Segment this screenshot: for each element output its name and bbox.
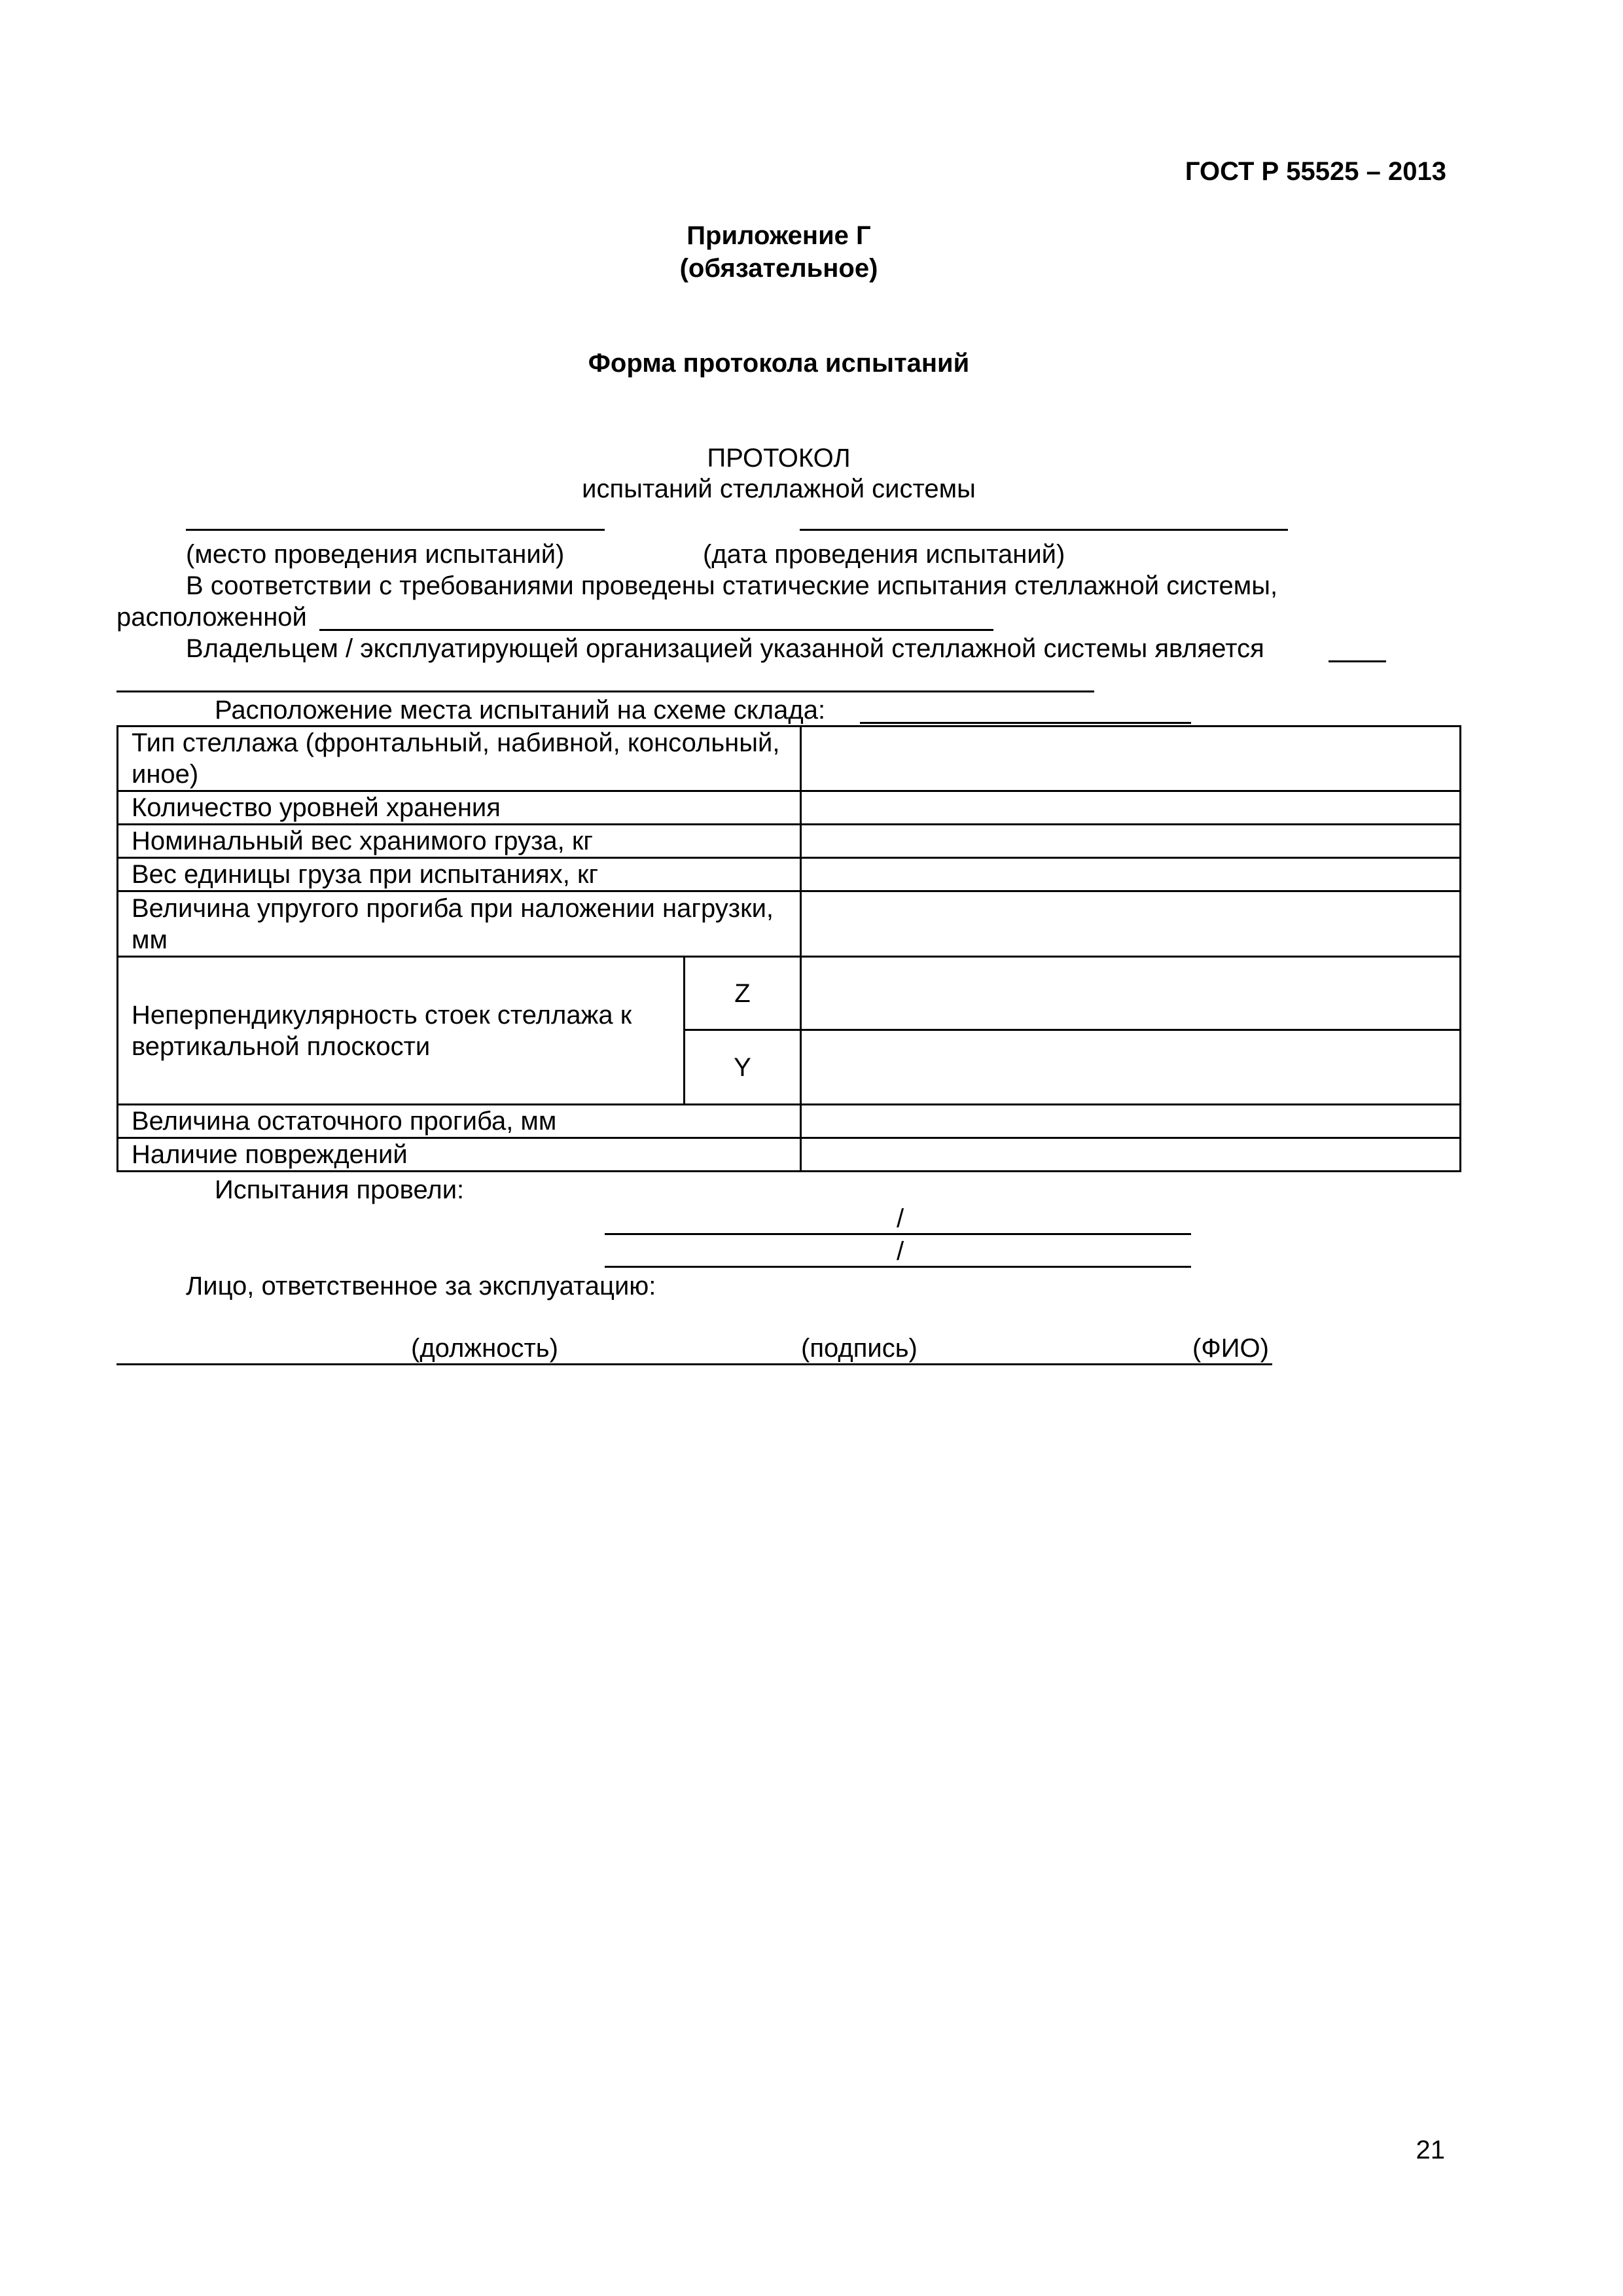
date-caption: (дата проведения испытаний) [703,540,1065,569]
nominal-weight-label: Номинальный вес хранимого груза, кг [118,825,801,858]
located-label: расположенной [116,603,307,632]
responsible-signature-line [116,1363,1272,1365]
residual-deflection-label: Величина остаточного прогиба, мм [118,1105,801,1138]
elastic-deflection-value[interactable] [801,891,1461,957]
protocol-subtitle: испытаний стеллажной системы [582,475,976,503]
table-row [118,1138,1461,1172]
nominal-weight-value[interactable] [801,825,1461,858]
table-row [118,825,1461,858]
damage-presence-value[interactable] [801,1138,1461,1172]
place-blank-line [186,529,605,531]
section-title: Форма протокола испытаний [588,349,970,378]
elastic-deflection-label: Величина упругого прогиба при наложении нагрузки, мм [118,891,801,957]
table-row [118,858,1461,891]
name-caption: (ФИО) [1192,1334,1269,1363]
appendix-status: (обязательное) [679,254,878,283]
tester-2-slash: / [897,1237,904,1266]
owner-blank-line [116,691,1094,692]
appendix-title: Приложение Г [687,221,871,250]
table-row [118,891,1461,957]
unit-weight-value[interactable] [801,858,1461,891]
tested-by-label: Испытания провели: [215,1175,465,1204]
rack-type-value[interactable] [801,726,1461,791]
requirements-line: В соответствии с требованиями проведены статические испытания стеллажной системы, [186,571,1278,600]
protocol-title: ПРОТОКОЛ [707,444,851,473]
axis-z-label: Z [685,957,801,1030]
location-scheme-label: Расположение места испытаний на схеме склада: [215,696,826,725]
table-row [118,726,1461,791]
residual-deflection-value[interactable] [801,1105,1461,1138]
axis-y-label: Y [685,1030,801,1105]
tester-1-line [605,1233,1191,1235]
rack-type-label: Тип стеллажа (фронтальный, набивной, консольный, иное) [118,726,801,791]
storage-levels-value[interactable] [801,791,1461,825]
position-caption: (должность) [411,1334,558,1363]
page-number: 21 [1416,2136,1445,2164]
location-scheme-blank-line [860,722,1191,724]
storage-levels-label: Количество уровней хранения [118,791,801,825]
table-row [118,791,1461,825]
located-blank-line [319,629,993,631]
responsible-label: Лицо, ответственное за эксплуатацию: [186,1272,656,1300]
standard-code: ГОСТ Р 55525 – 2013 [1185,157,1446,186]
signature-caption: (подпись) [801,1334,918,1363]
owner-line: Владельцем / эксплуатирующей организацией указанной стеллажной системы является [186,634,1264,663]
date-blank-line [800,529,1288,531]
table-row [118,957,1461,1030]
owner-blank-line-short [1329,660,1386,662]
tester-2-line [605,1266,1191,1268]
unit-weight-label: Вес единицы груза при испытаниях, кг [118,858,801,891]
test-protocol-table [116,725,1461,1172]
tester-1-slash: / [897,1204,904,1233]
non-perpendicularity-label: Неперпендикулярность стоек стеллажа к вертикальной плоскости [118,957,685,1105]
axis-z-value[interactable] [801,957,1461,1030]
table-row [118,1105,1461,1138]
place-caption: (место проведения испытаний) [186,540,565,569]
damage-presence-label: Наличие повреждений [118,1138,801,1172]
axis-y-value[interactable] [801,1030,1461,1105]
